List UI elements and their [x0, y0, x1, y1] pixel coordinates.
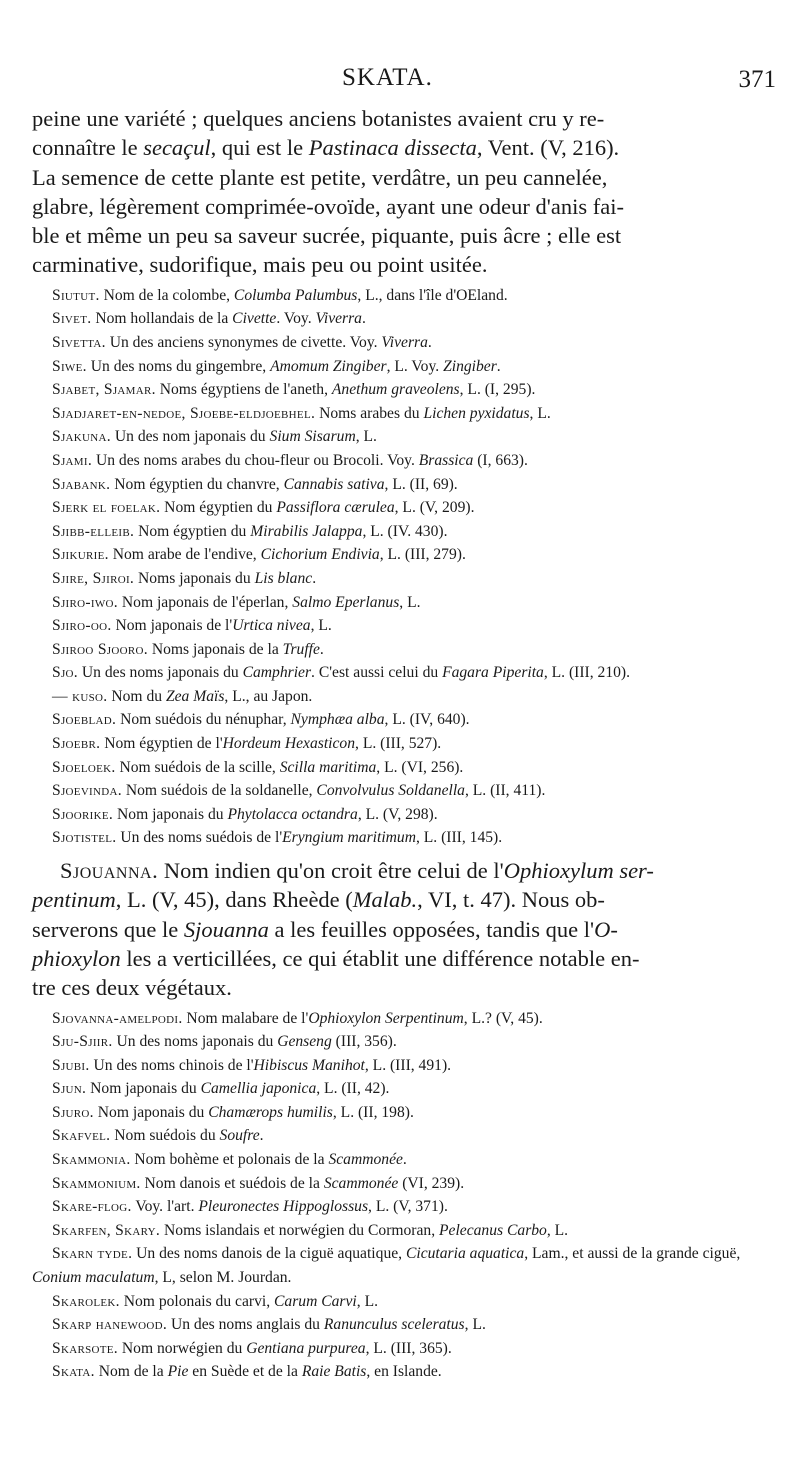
text-line: pentinum, L. (V, 45), dans Rheède (Malab., VI, t. 47). Nous ob-	[32, 887, 605, 913]
dictionary-entry: Skammonia. Nom bohème et polonais de la Scammonée.	[52, 1151, 407, 1169]
dictionary-entry: Sjuro. Nom japonais du Chamærops humilis, L. (II, 198).	[52, 1103, 414, 1121]
dictionary-entry: Sjiro-iwo. Nom japonais de l'éperlan, Salmo Eperlanus, L.	[52, 593, 421, 611]
dictionary-entry: Sjoevinda. Nom suédois de la soldanelle, Convolvulus Soldanella, L. (II, 411).	[52, 782, 546, 800]
dictionary-entry: Skarp hanewood. Un des noms anglais du Ranunculus sceleratus, L.	[52, 1316, 486, 1334]
dictionary-entry: Skafvel. Nom suédois du Soufre.	[52, 1127, 264, 1145]
dictionary-entry: Sjotistel. Un des noms suédois de l'Eryngium maritimum, L. (III, 145).	[52, 829, 503, 847]
dictionary-entry: Sjikurie. Nom arabe de l'endive, Cichorium Endivia, L. (III, 279).	[52, 546, 466, 564]
dictionary-entry: Siwe. Un des noms du gingembre, Amomum Zingiber, L. Voy. Zingiber.	[52, 357, 501, 375]
dictionary-entry: Sjabet, Sjamar. Noms égyptiens de l'aneth, Anethum graveolens, L. (I, 295).	[52, 381, 536, 399]
dictionary-entry: Sivet. Nom hollandais de la Civette. Voy. Viverra.	[52, 310, 366, 328]
text-line: peine une variété ; quelques anciens botanistes avaient cru y re-	[32, 106, 605, 131]
dictionary-entry: Sjami. Un des noms arabes du chou-fleur ou Brocoli. Voy. Brassica (I, 663).	[52, 451, 528, 469]
dictionary-entry: Sjoorike. Nom japonais du Phytolacca octandra, L. (V, 298).	[52, 805, 438, 823]
text-line: glabre, légèrement comprimée-ovoïde, ayant une odeur d'anis fai-	[32, 193, 624, 219]
dictionary-entry: Sjoebr. Nom égyptien de l'Hordeum Hexasticon, L. (III, 527).	[52, 735, 442, 753]
dictionary-entry: Skammonium. Nom danois et suédois de la Scammonée (VI, 239).	[52, 1174, 465, 1192]
dictionary-entry: Skarsote. Nom norwégien du Gentiana purpurea, L. (III, 365).	[52, 1339, 452, 1357]
text-line: carminative, sudorifique, mais peu ou point usitée.	[32, 252, 488, 278]
page-header	[32, 60, 776, 104]
running-head: SKATA.	[342, 64, 433, 91]
dictionary-entry: Sju-Sjiir. Un des noms japonais du Genseng (III, 356).	[52, 1033, 397, 1051]
dictionary-entry: Skare-flog. Voy. l'art. Pleuronectes Hippoglossus, L. (V, 371).	[52, 1198, 448, 1216]
dictionary-entry: Sjabank. Nom égyptien du chanvre, Cannabis sativa, L. (II, 69).	[52, 475, 458, 493]
page-number: 371	[738, 66, 776, 93]
dictionary-entry: Sjun. Nom japonais du Camellia japonica, L. (II, 42).	[52, 1080, 390, 1098]
dictionary-entry: Sjiro-oo. Nom japonais de l'Urtica nivea, L.	[52, 617, 332, 635]
dictionary-entry: Sjiroo Sjooro. Noms japonais de la Truffe.	[52, 640, 324, 658]
dictionary-entry: Sjoeblad. Nom suédois du nénuphar, Nymphæa alba, L. (IV, 640).	[52, 711, 470, 729]
text-line: La semence de cette plante est petite, verdâtre, un peu cannelée,	[32, 164, 608, 190]
text-line: phioxylon les a verticillées, ce qui établit une différence notable en-	[32, 945, 640, 971]
dictionary-entry: Skarn tyde. Un des noms danois de la ciguë aquatique, Cicutaria aquatica, Lam., et aussi de la grande ciguë, Conium maculatum, L, selon M. Jourdan.	[32, 1245, 741, 1287]
page	[32, 60, 776, 1384]
dictionary-entry: Siutut. Nom de la colombe, Columba Palumbus, L., dans l'île d'OEland.	[52, 286, 508, 304]
dictionary-entry: Sjoeloek. Nom suédois de la scille, Scilla maritima, L. (VI, 256).	[52, 758, 464, 776]
dictionary-entry: Sjibb-elleib. Nom égyptien du Mirabilis Jalappa, L. (IV. 430).	[52, 522, 448, 540]
entry-list-2	[32, 1007, 776, 1385]
entry-list-1	[32, 284, 776, 850]
dictionary-entry: Skarolek. Nom polonais du carvi, Carum Carvi, L.	[52, 1292, 378, 1310]
dictionary-entry: Sjadjaret-en-nedoe, Sjoebe-eldjoebhel. Noms arabes du Lichen pyxidatus, L.	[52, 404, 551, 422]
dictionary-entry: Sivetta. Un des anciens synonymes de civette. Voy. Viverra.	[52, 333, 432, 351]
text-line: ble et même un peu sa saveur sucrée, piquante, puis âcre ; elle est	[32, 223, 622, 249]
text-line: connaître le secaçul, qui est le Pastinaca dissecta, Vent. (V, 216).	[32, 135, 620, 161]
paragraph-continuation	[32, 104, 776, 280]
dictionary-entry: Sjo. Un des noms japonais du Camphrier. C'est aussi celui du Fagara Piperita, L. (III, 210).	[52, 664, 631, 682]
dictionary-entry: Sjubi. Un des noms chinois de l'Hibiscus Manihot, L. (III, 491).	[52, 1056, 452, 1074]
dictionary-entry: Sjovanna-amelpodi. Nom malabare de l'Ophioxylon Serpentinum, L.? (V, 45).	[52, 1009, 543, 1027]
dictionary-entry: — kuso. Nom du Zea Maïs, L., au Japon.	[52, 687, 313, 705]
dictionary-entry: Sjakuna. Un des nom japonais du Sium Sisarum, L.	[52, 428, 377, 446]
dictionary-entry: Sjerk el foelak. Nom égyptien du Passiflora cærulea, L. (V, 209).	[52, 499, 475, 517]
dictionary-entry: Skata. Nom de la Pie en Suède et de la Raie Batis, en Islande.	[52, 1363, 442, 1381]
dictionary-entry: Sjire, Sjiroi. Noms japonais du Lis blanc.	[52, 569, 317, 587]
text-line: Sjouanna. Nom indien qu'on croit être celui de l'Ophioxylum ser-	[60, 858, 654, 884]
text-line: tre ces deux végétaux.	[32, 975, 232, 1001]
paragraph-sjouanna	[32, 856, 776, 1002]
dictionary-entry: Skarfen, Skary. Noms islandais et norwégien du Cormoran, Pelecanus Carbo, L.	[52, 1221, 569, 1239]
text-line: serverons que le Sjouanna a les feuilles opposées, tandis que l'O-	[32, 916, 618, 942]
